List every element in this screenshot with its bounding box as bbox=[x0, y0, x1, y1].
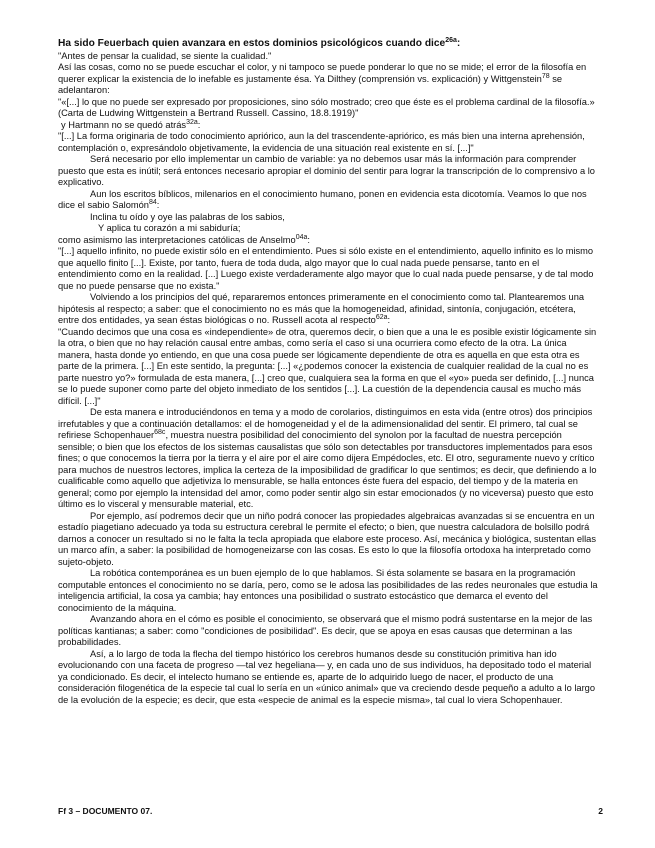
footnote-ref[interactable]: 78 bbox=[541, 72, 550, 80]
footnote-ref[interactable]: 84 bbox=[148, 199, 157, 206]
paragraph: como asimismo las interpretaciones católicas de Anselmo$^{04a}$: bbox=[58, 233, 310, 245]
page-number: 2 bbox=[598, 806, 603, 816]
footnote-ref[interactable]: 68c bbox=[154, 429, 166, 436]
quote-anselmo: "[...] aquello infinito, no puede existir sólo en el entendimiento. Pues si sólo existe en el entendimiento, aquello infinito es lo mismo que aquello finito [...]. Existe, por tanto, fuera de toda duda, algo mayor que lo cual nada puede pensarse, tanto en el entendimiento como en la realidad. [...] Luego existe verdaderamente algo mayor que lo cual nada puede pensarse, y de tal modo que no puede pensarse que no exista." bbox=[58, 246, 594, 291]
quote-feuerbach: "Antes de pensar la cualidad, se siente la cualidad." bbox=[58, 50, 272, 61]
document-body bbox=[58, 38, 598, 706]
quote-wittgenstein: "«[...] lo que no puede ser expresado por proposiciones, sino sólo mostrado; creo que éste es el problema cardinal de la filosofía.» (Carta de Ludwing Wittgenstein a Bertrand Russell. Cassino, 18.8.1919)" bbox=[58, 96, 595, 118]
paragraph: Avanzando ahora en el cómo es posible el conocimiento, se observará que el mismo podrá sustentarse en la mejor de las políticas kantianas; a saber: como "condiciones de posibilidad". Es decir, que se apoya en esas causas que determinan a las probabilidades. bbox=[58, 614, 593, 647]
paragraph: Aun los escritos bíblicos, milenarios en el conocimiento humano, ponen en evidencia esta dicotomía. Veamos lo que nos dice el sabio Salomón$^{84}$: bbox=[58, 188, 587, 210]
paragraph: La robótica contemporánea es un buen ejemplo de lo que hablamos. Si ésta solamente se basara en la programación computable entonces el conocimiento no se daría, pero, como se le adosa las posibilidades de las redes neuronales que estudia la inteligencia artificial, la cosa ya cambia; hay entonces una posibilidad o sustrato estocástico que demarca el evento del conocimiento de la máquina. bbox=[58, 568, 598, 613]
paragraph: Será necesario por ello implementar un cambio de variable: ya no debemos usar más la información para comprender puesto que esta es inútil; será entonces necesario apropiar el dominio del sentir para lograr la transcripción de lo comprensivo a lo explicativo. bbox=[58, 154, 595, 187]
footnote-ref[interactable]: 26a bbox=[445, 37, 457, 44]
paragraph: De esta manera e introduciéndonos en tema y a modo de corolarios, distinguimos en esta vida (entre otros) dos principios irrefutables y que a continuación detallamos: el de homogeneidad y el de la adimensionalidad del sentir. El primero, tal cual se refiriese Schopenhauer$^{68c}$, muestra nuestra posibilidad del conocimiento del synolon por la facultad de nuestra percepción sensible; o bien que los efectos de los sistemas causalistas que sólo son detectables por transductores implementados para esos fines; o que conocemos la tierra por la tierra y el aire por el aire como dijera Empédocles, etc. El otro, seguramente nuevo y crítico para muchos de nuestros lectores, implica la certeza de la imposibilidad de gradificar lo que sentimos; es decir, que definiendo a lo cualificable como aquello que adjetiviza lo mensurable, se halla entonces éste fuera del espacio, del tiempo y de la materia en general; como por ejemplo la intensidad del amor, como poder sentir algo sin estar emocionados (y no viceversa) puesto que esto último es lo visceral y mensurable material, etc. bbox=[58, 407, 597, 509]
paragraph: Por ejemplo, así podremos decir que un niño podrá conocer las propiedades algebraicas avanzadas si se encuentra en un estadío piagetiano adecuado ya toda su estructura cerebral le permite el efecto; o bien, que nuestra calculadora de bolsillo podrá darnos a conocer un resultado si no le falta la tecla apropiada que elabore este proceso. Así, mecánica y biológica, sustentan ellas un marco afín, a saber: la posibilidad de homogeneizarse con las cosas. Es esto lo que la filosofía ortodoxa ha interpretado como sujeto-objeto. bbox=[58, 510, 597, 567]
verse-line: Inclina tu oído y oye las palabras de los sabios, bbox=[90, 211, 285, 222]
quote-russell: "Cuando decimos que una cosa es «independiente» de otra, queremos decir, o bien que a una le es posible existir lógicamente sin la otra, o bien que no hay relación causal entre ambas, como sería el caso si una ocurriera como efecto de la otra. La única manera, hasta donde yo entiendo, en que una cosa puede ser lógicamente dependiente de otra es aquella en que esta otra es parte de la primera. [...] En este sentido, la pregunta: [...] «¿podemos conocer la existencia de cualquier realidad de la cual no es parte nuestro yo?» formulada de esta manera, [...] creo que, cualquiera sea la forma en que el «yo» pueda ser definido, [...] nunca se lo puede suponer como parte del objeto inmediato de los sentidos [...]. La cuestión de la dependencia causal es mucho más difícil. [...]" bbox=[58, 326, 597, 406]
footnote-ref[interactable]: 32a bbox=[186, 118, 198, 126]
paragraph: Así, a lo largo de toda la flecha del tiempo histórico los cerebros humanos desde su constitución primitiva han ido evolucionando con una faceta de progreso —tal vez hegeliana— y, en cada uno de sus individuos, ha depositado todo el material ya condicionado. Es decir, el intelecto humano se entiende es, aparte de lo adquirido luego de nacer, el producto de una consideración filogenética de la especie tal cual lo sería en un «único animal» que va creciendo desde pequeño a adulto a lo largo de la evolución de la especie; es decir, que esta «especie de animal es la especie misma», tal cual lo viera Schopenhauer. bbox=[58, 648, 596, 705]
paragraph: Volviendo a los principios del qué, repararemos entonces primeramente en el conocimiento como tal. Plantearemos una hipótesis al respecto; a saber: que el conocimiento no es más que la homogeneidad, afinidad, sintonía, conjugación, etcétera, entre dos entidades, ya sean éstas biológicas o no. Russell acota al respecto$^{62a}$: bbox=[58, 292, 585, 325]
footnote-ref[interactable]: 04a bbox=[295, 233, 308, 241]
paragraph-hartmann: y Hartmann no se quedó atrás$^{32a}$: bbox=[61, 118, 201, 130]
paragraph: Así las cosas, como no se puede escuchar el color, y ni tampoco se puede ponderar lo que no se mide; el error de la filosofía en querer explicar la existencia de lo inefable es justamente ésa. Ya Dilthey (comprensión vs. explicación) y Wittgenstein$^{78}$ se adelantaron: bbox=[58, 62, 587, 95]
quote-hartmann: "[...] La forma originaria de todo conocimiento apriórico, aun la del trascendente-apriórico, es más bien una interna aprehensión, contemplación o, expresándolo objetivamente, la evidencia de una situación real existente en sí. [...]" bbox=[58, 131, 585, 153]
verse-line: Y aplica tu corazón a mi sabiduría; bbox=[98, 223, 241, 233]
footnote-ref[interactable]: 62a bbox=[375, 314, 388, 321]
section-heading: Ha sido Feuerbach quien avanzara en estos dominios psicológicos cuando dice$^{26a}$: bbox=[58, 37, 461, 49]
footer-document-label: Ff 3 – DOCUMENTO 07. bbox=[58, 806, 153, 816]
